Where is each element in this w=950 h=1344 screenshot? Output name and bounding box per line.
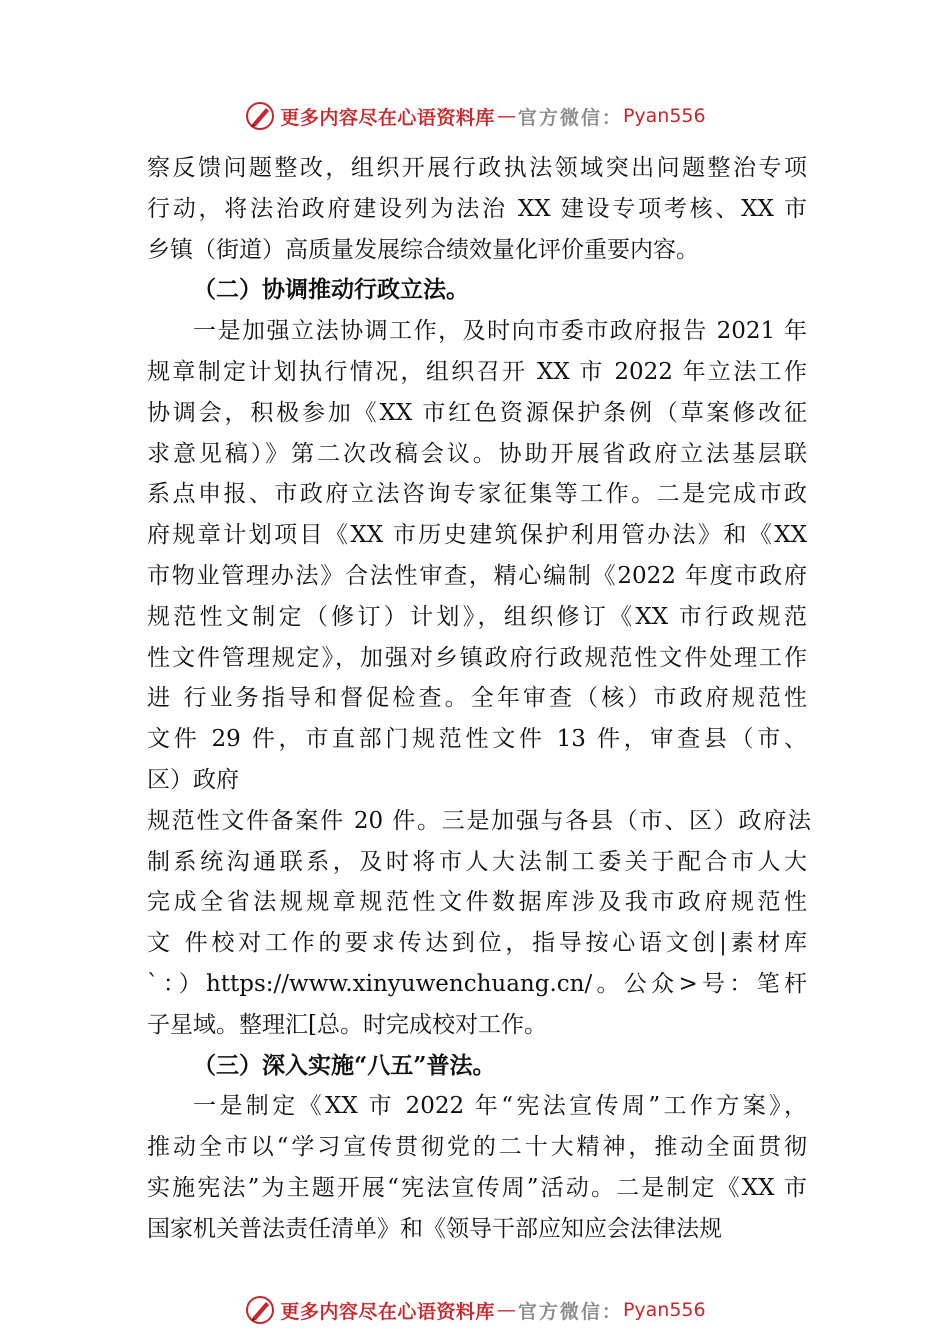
text-line: 规章制定计划执行情况，组织召开 XX 市 2022 年立法工作 bbox=[147, 358, 807, 385]
text-line: 文 件校对工作的要求传达到位，指导按心语文创|素材库 bbox=[147, 930, 807, 957]
document-body bbox=[147, 148, 811, 1250]
paragraph-start: 一是加强立法协调工作，及时向市委市政府报告 2021 年 bbox=[193, 318, 807, 345]
text-line: 府规章计划项目《XX 市历史建筑保护利用管办法》和《XX bbox=[147, 522, 807, 549]
text-line: 制系统沟通联系，及时将市人大法制工委关于配合市人大 bbox=[147, 848, 807, 875]
header-watermark-banner bbox=[0, 96, 950, 136]
banner-wechat-id: Pyan556 bbox=[622, 105, 706, 127]
text-line: 推动全市以“学习宣传贯彻党的二十大精神，推动全面贯彻 bbox=[147, 1134, 807, 1161]
text-line: 完成全省法规规章规范性文件数据库涉及我市政府规范性 bbox=[147, 889, 807, 916]
text-line: 性文件管理规定》，加强对乡镇政府行政规范性文件处理工作 bbox=[147, 644, 807, 671]
text-line: 国家机关普法责任清单》和《领导干部应知应会法律法规 bbox=[147, 1215, 722, 1242]
banner-brand-text: 更多内容尽在心语资料库 bbox=[280, 1300, 495, 1323]
text-line: 乡镇（街道）高质量发展综合绩效量化评价重要内容。 bbox=[147, 236, 699, 263]
text-line: 规范性文件备案件 20 件。三是加强与各县（市、区）政府法 bbox=[147, 807, 811, 834]
paragraph-start: 一是制定《XX 市 2022 年“宪法宣传周”工作方案》， bbox=[193, 1093, 807, 1120]
pen-logo-icon bbox=[244, 100, 276, 132]
text-line: 求意见稿）》第二次改稿会议。协助开展省政府立法基层联 bbox=[147, 440, 807, 467]
text-line: 市物业管理办法》合法性审查，精心编制《2022 年度市政府 bbox=[147, 562, 807, 589]
banner-official-label: 官方微信： bbox=[517, 1300, 623, 1323]
text-line: 子星域。整理汇[总。时完成校对工作。 bbox=[147, 1011, 547, 1038]
section-heading-3: （三）深入实施“八五”普法。 bbox=[193, 1051, 496, 1079]
text-line: 行动，将法治政府建设列为法治 XX 建设专项考核、XX 市 bbox=[147, 195, 807, 222]
pen-logo-icon bbox=[244, 1294, 276, 1326]
text-line: 协调会，积极参加《XX 市红色资源保护条例（草案修改征 bbox=[147, 399, 807, 426]
banner-dash: — bbox=[496, 1299, 516, 1321]
text-line: 系点申报、市政府立法咨询专家征集等工作。二是完成市政 bbox=[147, 481, 807, 508]
banner-brand-text: 更多内容尽在心语资料库 bbox=[280, 106, 495, 129]
banner-official-label: 官方微信： bbox=[517, 106, 623, 129]
banner-wechat-id: Pyan556 bbox=[622, 1299, 706, 1321]
banner-dash: — bbox=[496, 105, 516, 127]
text-line: 规范性文制定（修订）计划》，组织修订《XX 市行政规范 bbox=[147, 603, 807, 630]
text-line: 文件 29 件，市直部门规范性文件 13 件，审查县（市、 bbox=[147, 726, 807, 753]
text-line: `：）https://www.xinyuwenchuang.cn/。公众>号：笔杆 bbox=[147, 970, 807, 997]
text-line: 区）政府 bbox=[147, 766, 239, 793]
text-line: 察反馈问题整改，组织开展行政执法领域突出问题整治专项 bbox=[147, 155, 807, 181]
section-heading-2: （二）协调推动行政立法。 bbox=[193, 276, 469, 304]
text-line: 进 行业务指导和督促检查。全年审查（核）市政府规范性 bbox=[147, 685, 807, 712]
text-line: 实施宪法”为主题开展“宪法宣传周”活动。二是制定《XX 市 bbox=[147, 1174, 807, 1201]
footer-watermark-banner bbox=[0, 1290, 950, 1330]
